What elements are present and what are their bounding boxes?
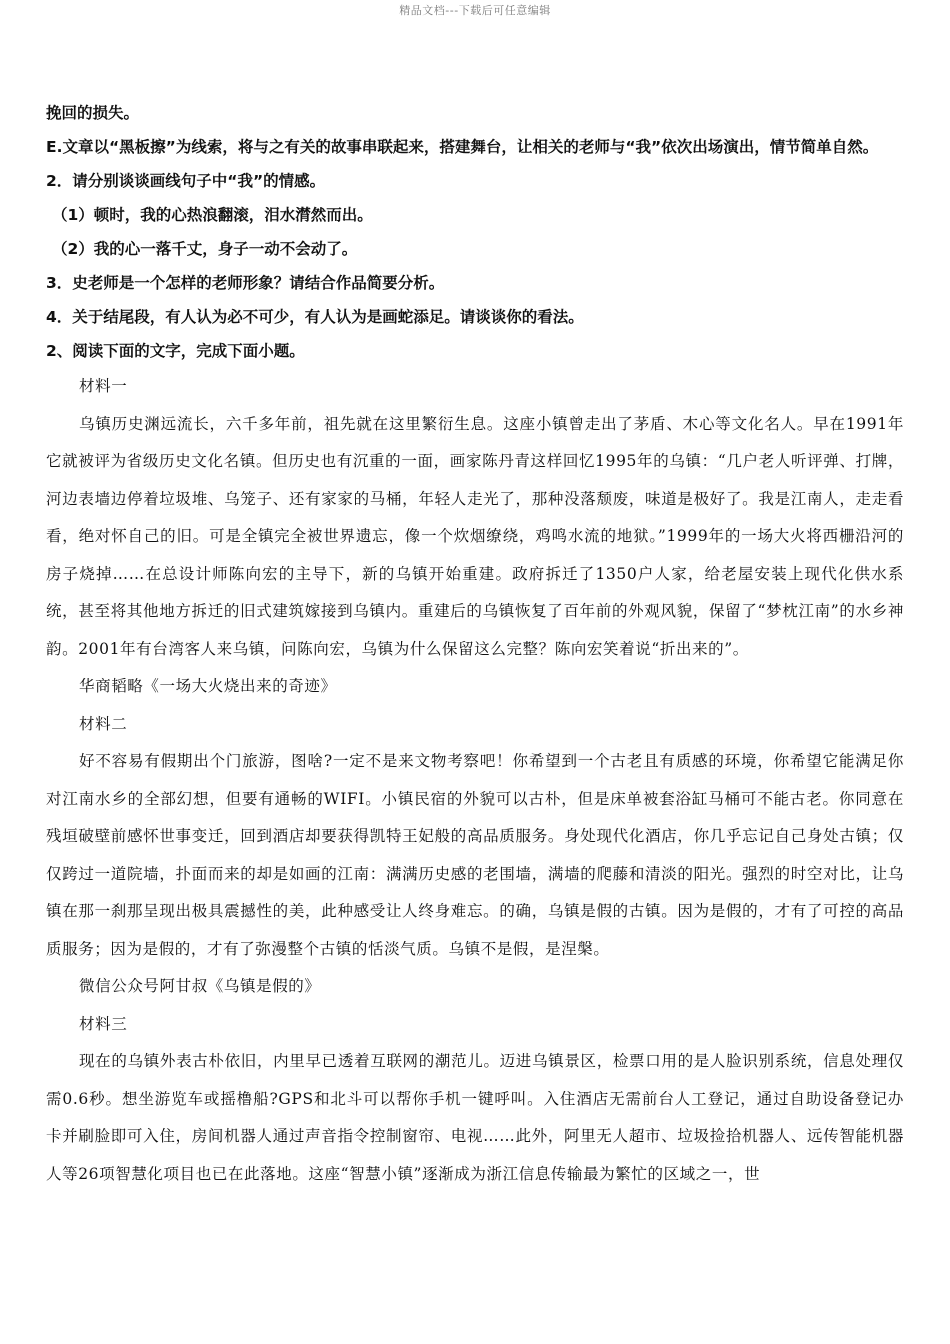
material-1-text: 乌镇历史渊远流长，六千多年前，祖先就在这里繁衍生息。这座小镇曾走出了茅盾、木心等文化名人。早在1991年它就被评为省级历史文化名镇。但历史也有沉重的一面，画家陈丹青这样回忆1995年的乌镇：“几户老人听评弹、打牌，河边表墙边停着垃圾堆、乌笼子、还有家家的马桶，年轻人走光了，那种没落颓废，味道是极好了。我是江南人，走走看看，绝对怀自己的旧。可是全镇完全被世界遗忘，像一个炊烟缭绕，鸡鸣水流的地狱。”1999年的一场大火将西栅沿河的房子烧掉……在总设计师陈向宏的主导下，新的乌镇开始重建。政府拆迁了1350户人家，给老屋安装上现代化供水系统，甚至将其他地方拆迁的旧式建筑嫁接到乌镇内。重建后的乌镇恢复了百年前的外观风貌，保留了“梦枕江南”的水乡神韵。2001年有台湾客人来乌镇，问陈向宏，乌镇为什么保留这么完整？陈向宏笑着说“折出来的”。	[46, 414, 904, 658]
question-block	[46, 96, 904, 334]
material-1-source: 华商韬略《一场大火烧出来的奇迹》	[79, 677, 337, 695]
material-2-label: 材料二	[79, 714, 128, 733]
page-header: 精品文档---下载后可任意编辑	[399, 4, 551, 17]
question-4: 4．关于结尾段，有人认为必不可少，有人认为是画蛇添足。请谈谈你的看法。	[46, 308, 584, 326]
question-2-sentence-1: （1）顿时，我的心热浪翻滚，泪水潸然而出。	[52, 206, 373, 224]
material-2-text: 好不容易有假期出个门旅游，图啥?一定不是来文物考察吧！你希望到一个古老且有质感的环境，你希望它能满足你对江南水乡的全部幻想，但要有通畅的WIFI。小镇民宿的外貌可以古朴，但是床单被套浴缸马桶可不能古老。你同意在残垣破壁前感怀世事变迁，回到酒店却要获得凯特王妃般的高品质服务。身处现代化酒店，你几乎忘记自己身处古镇；仅仅跨过一道院墙，扑面而来的却是如画的江南：满满历史感的老围墙，满墙的爬藤和清淡的阳光。强烈的时空对比，让乌镇在那一刹那呈现出极具震撼性的美，此种感受让人终身难忘。的确，乌镇是假的古镇。因为是假的，才有了可控的高品质服务；因为是假的，才有了弥漫整个古镇的恬淡气质。乌镇不是假，是涅槃。	[46, 752, 904, 958]
section-2-intro: 2、阅读下面的文字，完成下面小题。	[46, 342, 305, 360]
document-body	[46, 96, 904, 1193]
material-3-label: 材料三	[79, 1014, 128, 1033]
option-e: E.文章以“黑板擦”为线索，将与之有关的故事串联起来，搭建舞台，让相关的老师与“我”依次出场演出，情节简单自然。	[46, 138, 879, 156]
continued-line: 挽回的损失。	[46, 104, 140, 122]
question-2: 2．请分别谈谈画线句子中“我”的情感。	[46, 172, 326, 190]
question-2-sentence-2: （2）我的心一落千丈，身子一动不会动了。	[52, 240, 358, 258]
question-3: 3．史老师是一个怎样的老师形象？请结合作品简要分析。	[46, 274, 445, 292]
material-2-source: 微信公众号阿甘叔《乌镇是假的》	[79, 977, 321, 995]
material-3-text: 现在的乌镇外表古朴依旧，内里早已透着互联网的潮范儿。迈进乌镇景区，检票口用的是人脸识别系统，信息处理仅需0.6秒。想坐游览车或摇橹船?GPS和北斗可以帮你手机一键呼叫。入住酒店无需前台人工登记，通过自助设备登记办卡并刷脸即可入住，房间机器人通过声音指令控制窗帘、电视……此外，阿里无人超市、垃圾捡拾机器人、远传智能机器人等26项智慧化项目也已在此落地。这座“智慧小镇”逐渐成为浙江信息传输最为繁忙的区域之一，世	[46, 1052, 904, 1183]
material-1-label: 材料一	[79, 377, 128, 395]
